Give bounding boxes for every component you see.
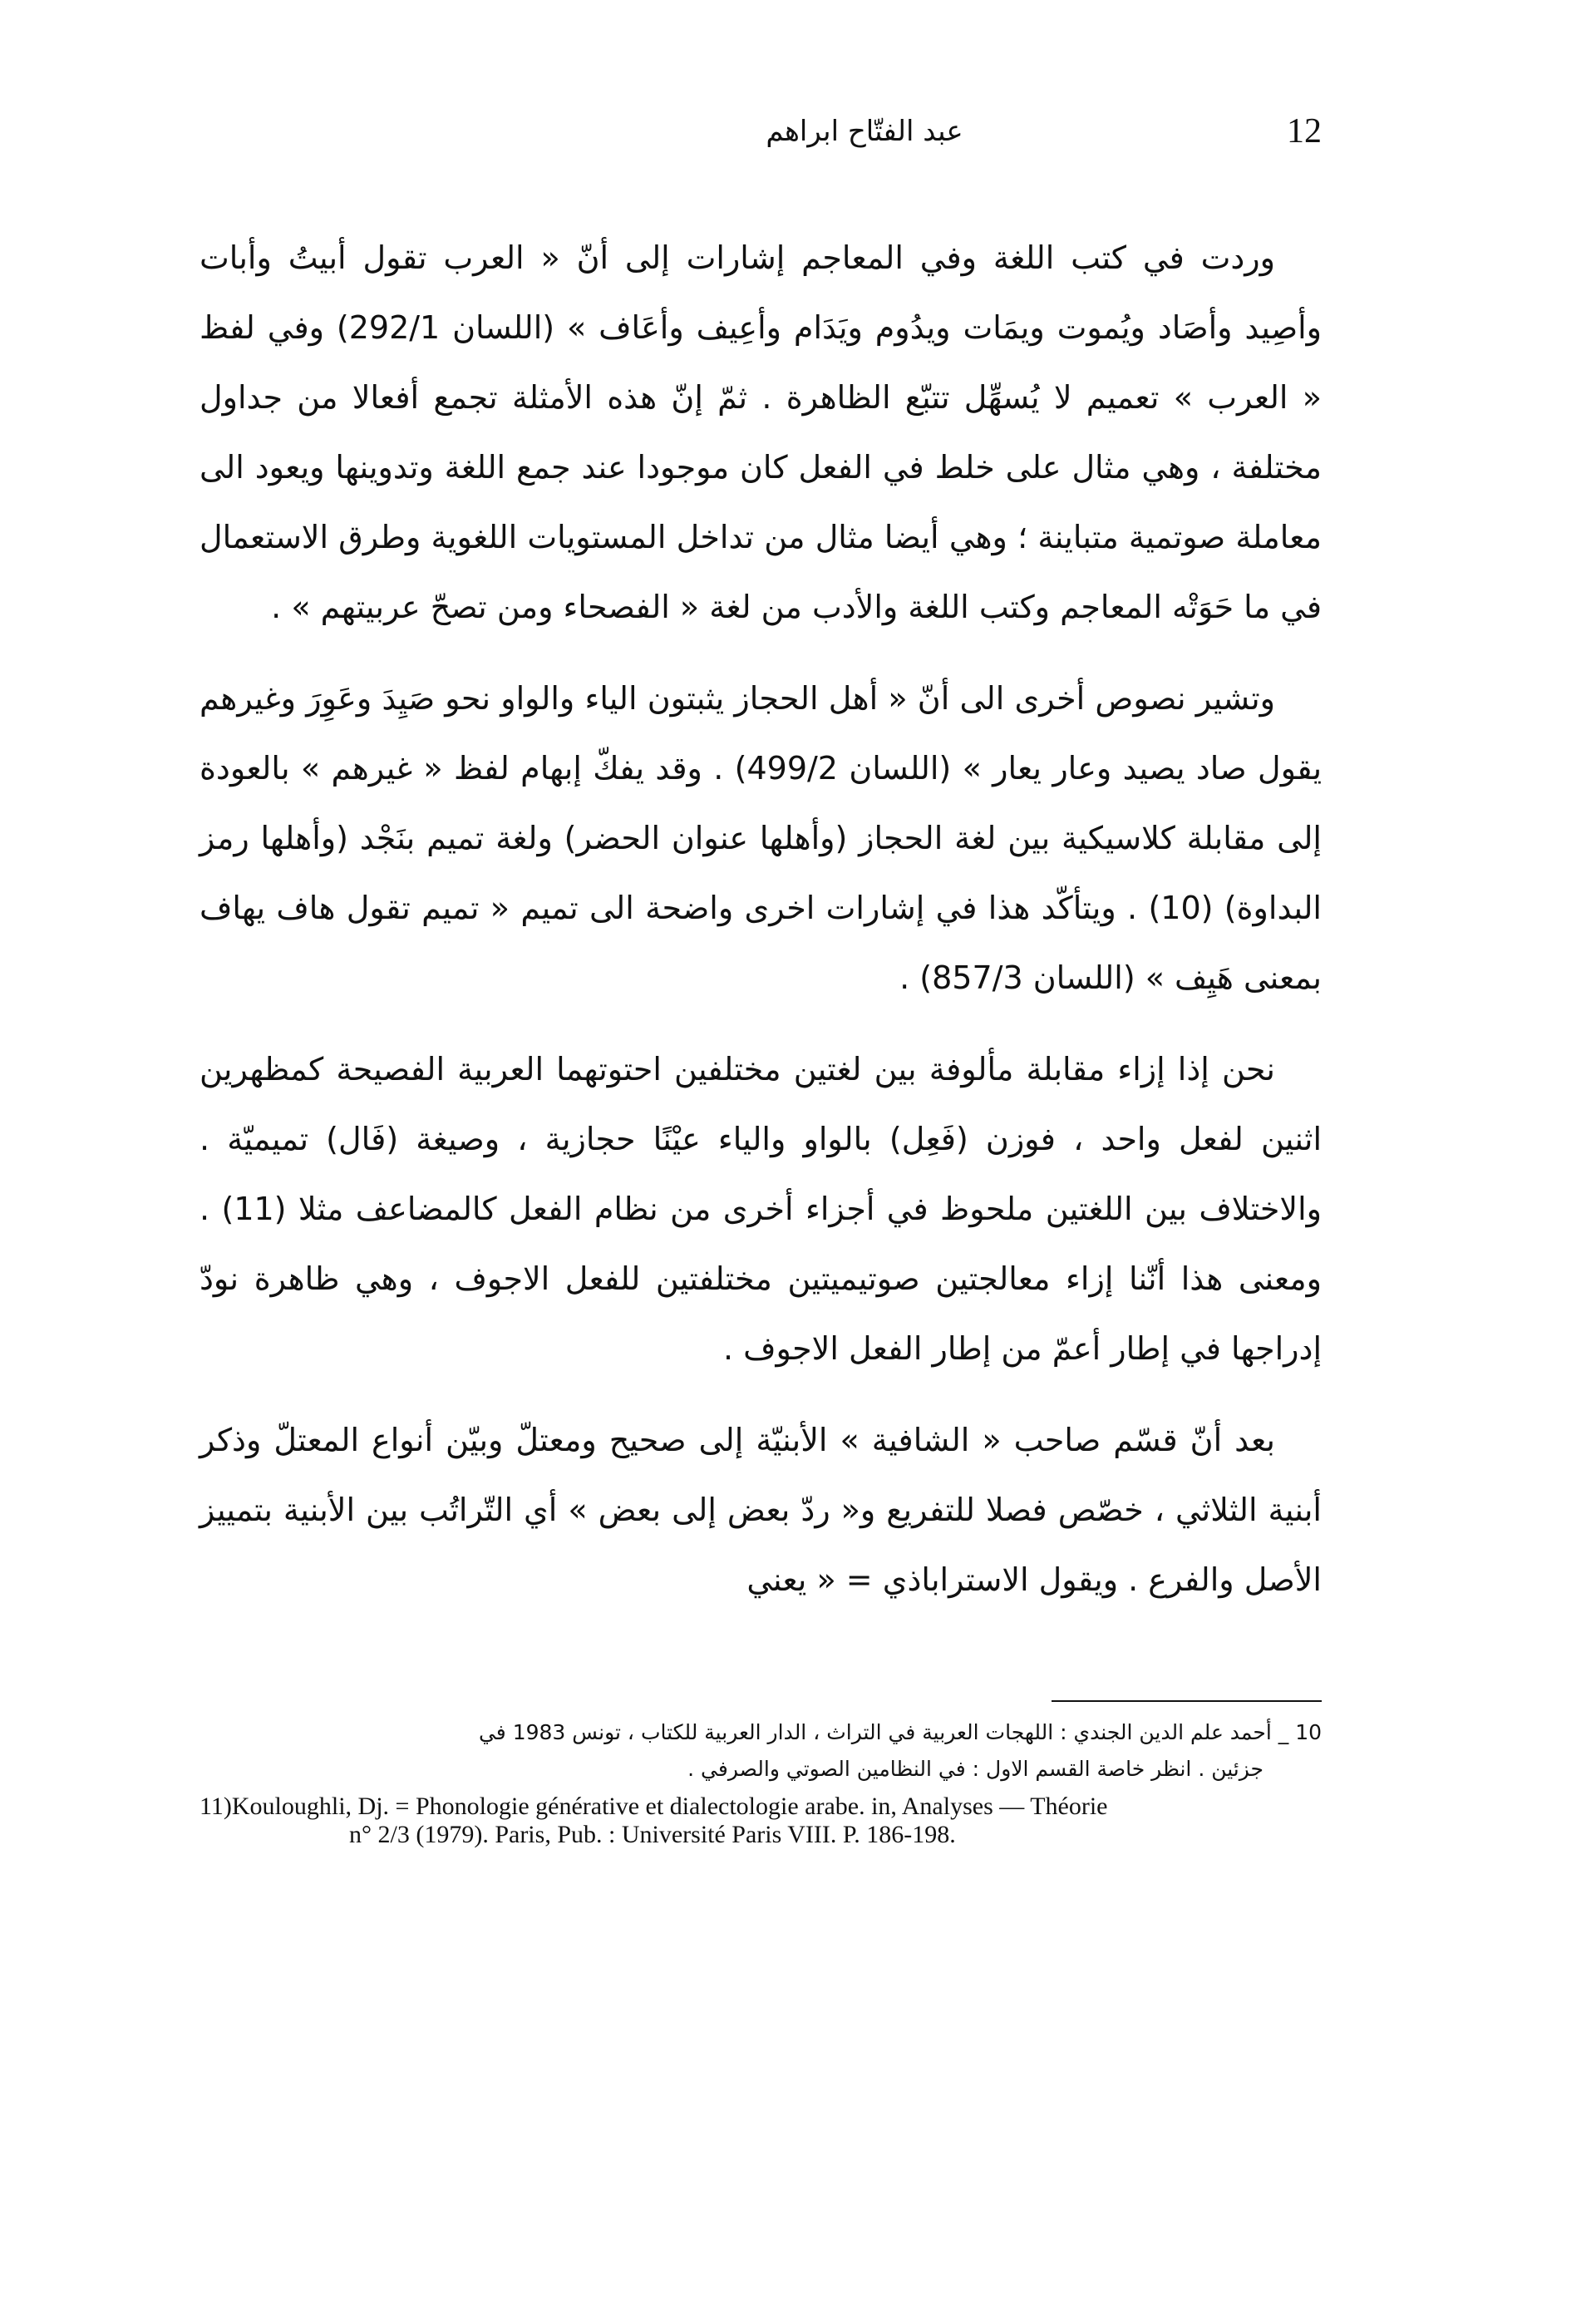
page-number: 12: [1287, 112, 1322, 150]
page-header: [200, 106, 1322, 156]
footnote-10-line-2: جزئين . انظر خاصة القسم الاول : في النظامين الصوتي والصرفي .: [687, 1757, 1264, 1781]
footnotes: [200, 1714, 1322, 1849]
footnote-separator: [1052, 1700, 1322, 1702]
paragraph-1: وردت في كتب اللغة وفي المعاجم إشارات إلى أنّ « العرب تقول أبيتُ وأبات وأصِيد وأصَاد ويُموت ويمَات ويدُوم ويَدَام وأعِيف وأعَاف » (اللسان 292/1) وفي لفظ « العرب » تعميم لا يُسهِّل تتبّع الظاهرة . ثمّ إنّ هذه الأمثلة تجمع أفعالا من جداول مختلفة ، وهي مثال على خلط في الفعل كان موجودا عند جمع اللغة وتدوينها ويعود الى معاملة صوتمية متباينة ؛ وهي أيضا مثال من تداخل المستويات اللغوية وطرق الاستعمال في ما حَوَتْه المعاجم وكتب اللغة والأدب من لغة « الفصحاء ومن تصحّ عربيتهم » .: [200, 239, 1323, 625]
footnote-11-line-1: 11)Kouloughli, Dj. = Phonologie générative et dialectologie arabe. in, Analyses — Théorie: [200, 1793, 1108, 1820]
paragraph-2: وتشير نصوص أخرى الى أنّ « أهل الحجاز يثبتون الياء والواو نحو صَيِدَ وعَوِرَ وغيرهم يقول صاد يصيد وعار يعار » (اللسان 499/2) . وقد يفكّ إبهام لفظ « غيرهم » بالعودة إلى مقابلة كلاسيكية بين لغة الحجاز (وأهلها عنوان الحضر) ولغة تميم بنَجْد (وأهلها رمز البداوة) (10) . ويتأكّد هذا في إشارات اخرى واضحة الى تميم « تميم تقول هاف يهاف بمعنى هَيِف » (اللسان 857/3) .: [200, 680, 1323, 996]
paragraph-4: بعد أنّ قسّم صاحب « الشافية » الأبنيّة إلى صحيح ومعتلّ وبيّن أنواع المعتلّ وذكر أبنية الثلاثي ، خصّص فصلا للتفريع و« ردّ بعض إلى بعض » أي التّراتُب بين الأبنية بتمييز الأصل والفرع . ويقول الاستراباذي = « يعني: [200, 1422, 1322, 1598]
paragraph-3: نحن إذا إزاء مقابلة مألوفة بين لغتين مختلفين احتوتهما العربية الفصيحة كمظهرين اثنين لفعل واحد ، فوزن (فَعِل) بالواو والياء عيْنًا حجازية ، وصيغة (فَال) تميميّة . والاختلاف بين اللغتين ملحوظ في أجزاء أخرى من نظام الفعل كالمضاعف مثلا (11) . ومعنى هذا أنّنا إزاء معالجتين صوتيميتين مختلفتين للفعل الاجوف ، وهي ظاهرة نودّ إدراجها في إطار أعمّ من إطار الفعل الاجوف .: [200, 1051, 1322, 1367]
running-head-author: عبد الفتّاح ابراهم: [766, 115, 963, 148]
footnote-10-line-1: 10 _ أحمد علم الدين الجندي : اللهجات العربية في التراث ، الدار العربية للكتاب ، تونس 1983 في: [478, 1720, 1322, 1744]
footnote-11-line-2: n° 2/3 (1979). Paris, Pub. : Université Paris VIII. P. 186-198.: [349, 1821, 956, 1848]
body-text: [200, 223, 1322, 1636]
